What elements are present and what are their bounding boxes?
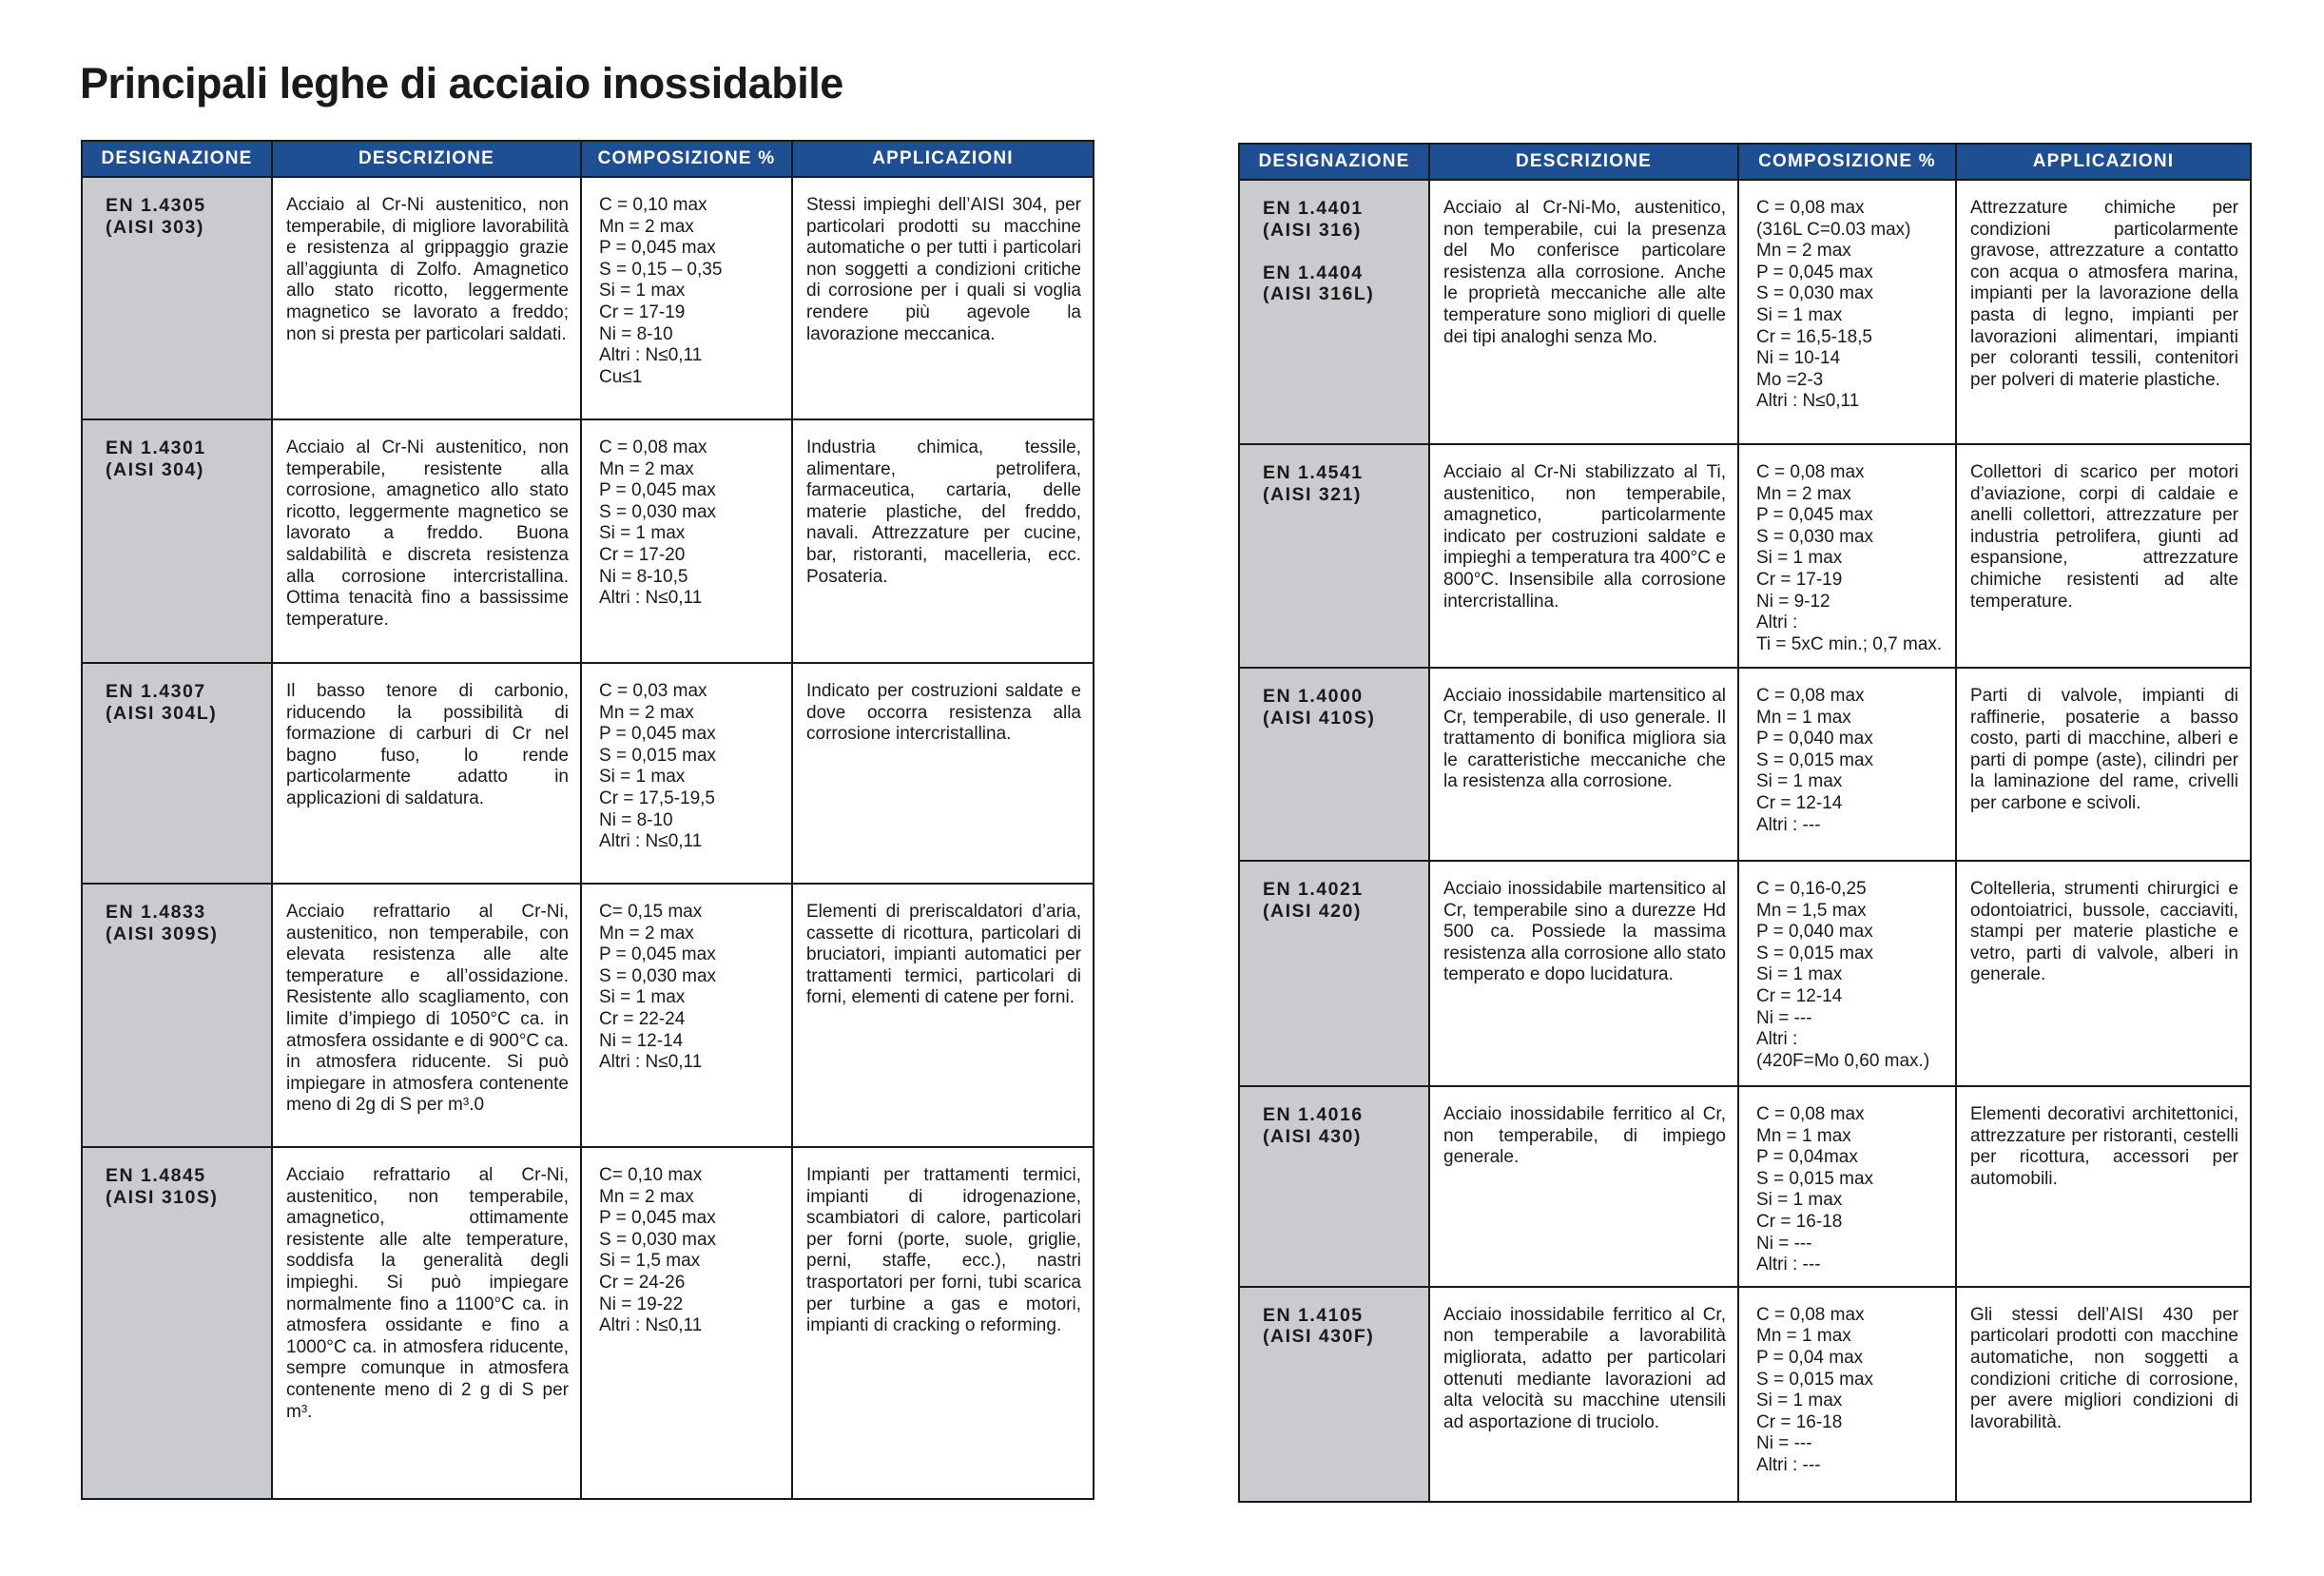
description-cell: Acciaio al Cr-Ni-Mo, austenitico, non temperabile, cui la presenza del Mo conferisce particolare resistenza alla corrosione. Anche le proprietà meccaniche alle alte temperature sono migliori di quelle dei tipi analoghi senza Mo. xyxy=(1429,180,1738,444)
header-composizione: COMPOSIZIONE % xyxy=(581,141,792,177)
designation-cell: EN 1.4541 (AISI 321) xyxy=(1239,444,1429,668)
table-row xyxy=(82,419,1094,663)
composition-cell: C = 0,08 max Mn = 1 max P = 0,04max S = 0,015 max Si = 1 max Cr = 16-18 Ni = --- Altri : --- xyxy=(1738,1086,1956,1287)
composition-cell: C= 0,15 max Mn = 2 max P = 0,045 max S = 0,030 max Si = 1 max Cr = 22-24 Ni = 12-14 Altri : N≤0,11 xyxy=(581,884,792,1147)
header-applicazioni: APPLICAZIONI xyxy=(1956,144,2251,180)
table-row xyxy=(82,884,1094,1147)
designation-cell: EN 1.4016 (AISI 430) xyxy=(1239,1086,1429,1287)
table-header-row xyxy=(82,141,1094,177)
designation-cell: EN 1.4021 (AISI 420) xyxy=(1239,861,1429,1086)
designation-cell: EN 1.4307 (AISI 304L) xyxy=(82,663,272,884)
composition-cell: C= 0,10 max Mn = 2 max P = 0,045 max S = 0,030 max Si = 1,5 max Cr = 24-26 Ni = 19-22 Altri : N≤0,11 xyxy=(581,1147,792,1499)
description-cell: Acciaio refrattario al Cr-Ni, austenitico, non temperabile, amagnetico, ottimamente resistente alle alte temperature, soddisfa la generalità degli impieghi. Si può impiegare normalmente fino a 1100°C ca. in atmosfera ossidante e fino a 1000°C ca. in atmosfera riducente, sempre comunque in atmosfera contenente meno di 2 g di S per m³. xyxy=(272,1147,581,1499)
composition-cell: C = 0,03 max Mn = 2 max P = 0,045 max S = 0,015 max Si = 1 max Cr = 17,5-19,5 Ni = 8-10 Altri : N≤0,11 xyxy=(581,663,792,884)
applications-cell: Industria chimica, tessile, alimentare, petrolifera, farmaceutica, cartaria, delle materie plastiche, del freddo, navali. Attrezzature per cucine, bar, ristoranti, macelleria, ecc. Posateria. xyxy=(792,419,1094,663)
alloys-table-right xyxy=(1238,143,2252,1503)
designation-cell: EN 1.4833 (AISI 309S) xyxy=(82,884,272,1147)
header-applicazioni: APPLICAZIONI xyxy=(792,141,1094,177)
header-descrizione: DESCRIZIONE xyxy=(1429,144,1738,180)
page-title: Principali leghe di acciaio inossidabile xyxy=(80,59,843,107)
description-cell: Il basso tenore di carbonio, riducendo la possibilità di formazione di carburi di Cr nel bagno fuso, lo rende particolarmente adatto in applicazioni di saldatura. xyxy=(272,663,581,884)
table-row xyxy=(1239,1086,2251,1287)
table-header-row xyxy=(1239,144,2251,180)
designation-cell: EN 1.4105 (AISI 430F) xyxy=(1239,1287,1429,1502)
designation-cell: EN 1.4401 (AISI 316) EN 1.4404 (AISI 316L) xyxy=(1239,180,1429,444)
description-cell: Acciaio inossidabile martensitico al Cr, temperabile, di uso generale. Il trattamento di bonifica migliora sia le caratteristiche meccaniche che la resistenza alla corrosione. xyxy=(1429,668,1738,861)
table-row xyxy=(1239,444,2251,668)
description-cell: Acciaio inossidabile ferritico al Cr, non temperabile a lavorabilità migliorata, adatto per particolari ottenuti mediante lavorazioni ad alta velocità su macchine utensili ad asportazione di truciolo. xyxy=(1429,1287,1738,1502)
description-cell: Acciaio inossidabile ferritico al Cr, non temperabile, di impiego generale. xyxy=(1429,1086,1738,1287)
applications-cell: Gli stessi dell’AISI 430 per particolari prodotti con macchine automatiche, non soggetti a condizioni critiche di corrosione, per avere migliori condizioni di lavorabilità. xyxy=(1956,1287,2251,1502)
designation-cell: EN 1.4305 (AISI 303) xyxy=(82,177,272,419)
description-cell: Acciaio al Cr-Ni stabilizzato al Ti, austenitico, non temperabile, amagnetico, particolarmente indicato per costruzioni saldate e impieghi a temperatura tra 400°C e 800°C. Insensibile alla corrosione intercristallina. xyxy=(1429,444,1738,668)
designation-cell: EN 1.4845 (AISI 310S) xyxy=(82,1147,272,1499)
designation-cell: EN 1.4000 (AISI 410S) xyxy=(1239,668,1429,861)
table-row xyxy=(82,1147,1094,1499)
description-cell: Acciaio al Cr-Ni austenitico, non temperabile, resistente alla corrosione, amagnetico allo stato ricotto, leggermente magnetico se lavorato a freddo. Buona saldabilità e discreta resistenza alla corrosione intercristallina. Ottima tenacità fino a bassissime temperature. xyxy=(272,419,581,663)
composition-cell: C = 0,08 max Mn = 1 max P = 0,04 max S = 0,015 max Si = 1 max Cr = 16-18 Ni = --- Altri : --- xyxy=(1738,1287,1956,1502)
table-row xyxy=(82,177,1094,419)
table-row xyxy=(1239,1287,2251,1502)
applications-cell: Stessi impieghi dell’AISI 304, per particolari prodotti su macchine automatiche o per tutti i particolari non soggetti a condizioni critiche di corrosione per i quali si voglia rendere più agevole la lavorazione meccanica. xyxy=(792,177,1094,419)
composition-cell: C = 0,10 max Mn = 2 max P = 0,045 max S = 0,15 – 0,35 Si = 1 max Cr = 17-19 Ni = 8-10 Altri : N≤0,11 Cu≤1 xyxy=(581,177,792,419)
description-cell: Acciaio refrattario al Cr-Ni, austenitico, non temperabile, con elevata resistenza alle alte temperature e all’ossidazione. Resistente allo scagliamento, con limite d’impiego di 1050°C ca. in atmosfera ossidante e di 900°C ca. in atmosfera riducente. Si può impiegare in atmosfera contenente meno di 2g di S per m³.0 xyxy=(272,884,581,1147)
applications-cell: Impianti per trattamenti termici, impianti di idrogenazione, scambiatori di calore, particolari per forni (porte, suole, griglie, perni, staffe, ecc.), nastri trasportatori per forni, tubi scarica per turbine a gas e motori, impianti di cracking o reforming. xyxy=(792,1147,1094,1499)
applications-cell: Indicato per costruzioni saldate e dove occorra resistenza alla corrosione intercristallina. xyxy=(792,663,1094,884)
composition-cell: C = 0,16-0,25 Mn = 1,5 max P = 0,040 max S = 0,015 max Si = 1 max Cr = 12-14 Ni = --- Altri : (420F=Mo 0,60 max.) xyxy=(1738,861,1956,1086)
header-designazione: DESIGNAZIONE xyxy=(82,141,272,177)
applications-cell: Elementi decorativi architettonici, attrezzature per ristoranti, cestelli per ricottura, accessori per automobili. xyxy=(1956,1086,2251,1287)
composition-cell: C = 0,08 max Mn = 2 max P = 0,045 max S = 0,030 max Si = 1 max Cr = 17-20 Ni = 8-10,5 Altri : N≤0,11 xyxy=(581,419,792,663)
composition-cell: C = 0,08 max (316L C=0.03 max) Mn = 2 max P = 0,045 max S = 0,030 max Si = 1 max Cr = 16,5-18,5 Ni = 10-14 Mo =2-3 Altri : N≤0,11 xyxy=(1738,180,1956,444)
applications-cell: Parti di valvole, impianti di raffinerie, posaterie a basso costo, parti di macchine, alberi e parti di pompe (aste), cilindri per la laminazione del rame, crivelli per carbone e scivoli. xyxy=(1956,668,2251,861)
table-row xyxy=(1239,861,2251,1086)
table-row xyxy=(82,663,1094,884)
table-row xyxy=(1239,668,2251,861)
designation-cell: EN 1.4301 (AISI 304) xyxy=(82,419,272,663)
header-descrizione: DESCRIZIONE xyxy=(272,141,581,177)
applications-cell: Coltelleria, strumenti chirurgici e odontoiatrici, bussole, cacciaviti, stampi per materie plastiche e vetro, parti di valvole, alberi in generale. xyxy=(1956,861,2251,1086)
header-designazione: DESIGNAZIONE xyxy=(1239,144,1429,180)
description-cell: Acciaio al Cr-Ni austenitico, non temperabile, di migliore lavorabilità e resistenza al grippaggio grazie all’aggiunta di Zolfo. Amagnetico allo stato ricotto, leggermente magnetico se lavorato a freddo; non si presta per particolari saldati. xyxy=(272,177,581,419)
composition-cell: C = 0,08 max Mn = 2 max P = 0,045 max S = 0,030 max Si = 1 max Cr = 17-19 Ni = 9-12 Altri : Ti = 5xC min.; 0,7 max. xyxy=(1738,444,1956,668)
table-row xyxy=(1239,180,2251,444)
applications-cell: Elementi di preriscaldatori d’aria, cassette di ricottura, particolari di bruciatori, impianti automatici per trattamenti termici, particolari di forni, elementi di catene per forni. xyxy=(792,884,1094,1147)
header-composizione: COMPOSIZIONE % xyxy=(1738,144,1956,180)
alloys-table-left xyxy=(81,140,1094,1500)
composition-cell: C = 0,08 max Mn = 1 max P = 0,040 max S = 0,015 max Si = 1 max Cr = 12-14 Altri : --- xyxy=(1738,668,1956,861)
applications-cell: Collettori di scarico per motori d’aviazione, corpi di caldaie e anelli collettori, attrezzature per industria petrolifera, giunti ad espansione, attrezzature chimiche resistenti ad alte temperature. xyxy=(1956,444,2251,668)
applications-cell: Attrezzature chimiche per condizioni particolarmente gravose, attrezzature a contatto con acqua o atmosfera marina, impianti per la lavorazione della pasta di legno, impianti per lavorazioni alimentari, impianti per coloranti tessili, contenitori per polveri di materie plastiche. xyxy=(1956,180,2251,444)
description-cell: Acciaio inossidabile martensitico al Cr, temperabile sino a durezze Hd 500 ca. Possiede la massima resistenza alla corrosione allo stato temperato e dopo lucidatura. xyxy=(1429,861,1738,1086)
